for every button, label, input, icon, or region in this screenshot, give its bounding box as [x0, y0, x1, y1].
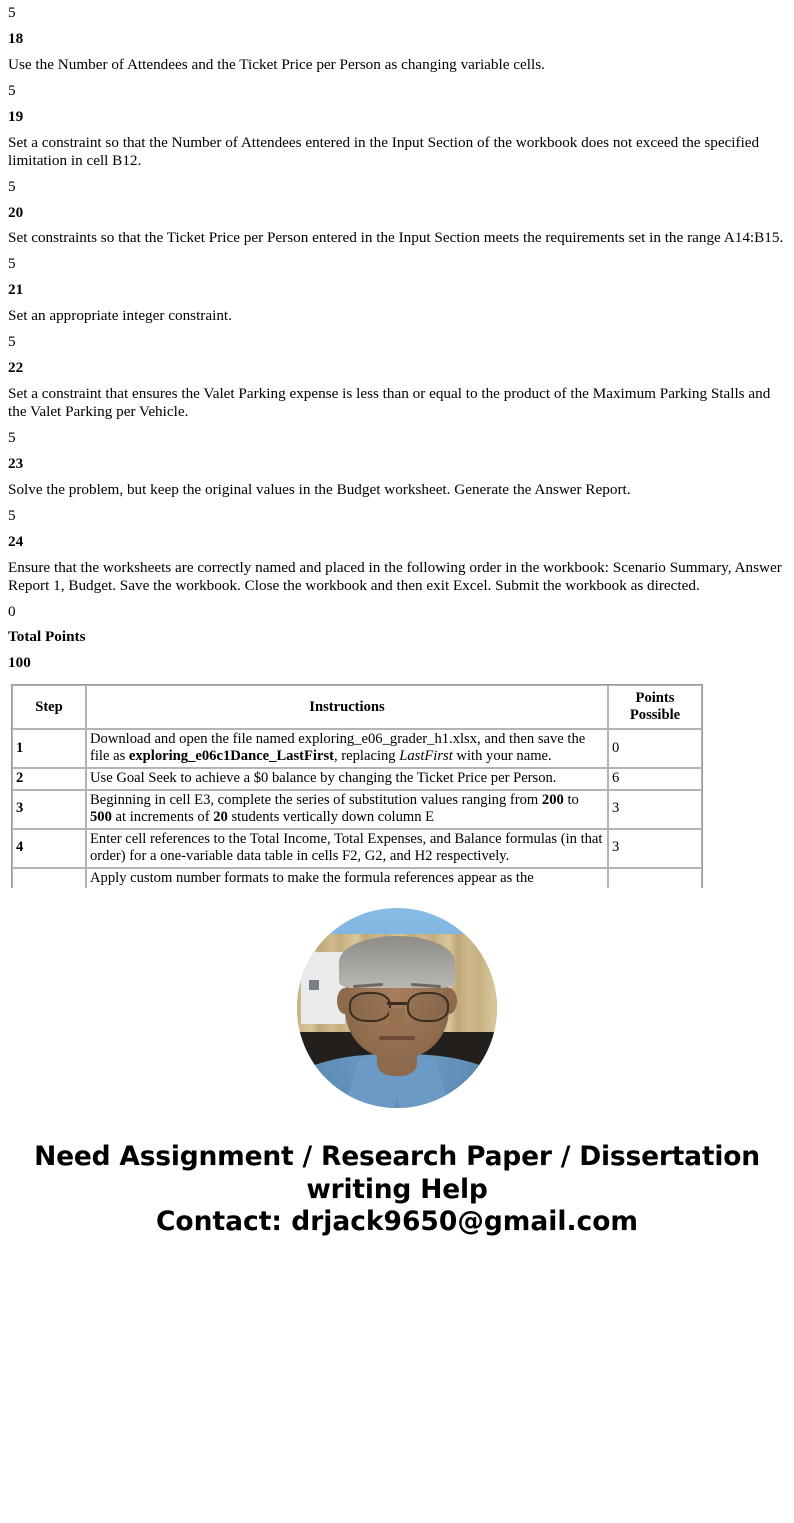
- step-number-heading: 19: [8, 107, 24, 125]
- step-number-heading: 22: [8, 359, 24, 377]
- avatar-zone: [0, 888, 794, 1113]
- grader-table: [11, 684, 703, 888]
- cell-instruction: Beginning in cell E3, complete the series of substitution values ranging from 200 to 500 at increments of 20 students vertically down column E: [86, 790, 608, 829]
- column-header-instructions: Instructions: [86, 685, 608, 729]
- step-points-value: 5: [8, 4, 16, 21]
- cell-points-possible: 6: [608, 768, 702, 790]
- trailing-points-value: 0: [8, 602, 16, 620]
- avatar: [297, 908, 497, 1108]
- table-row: [12, 790, 702, 829]
- step-points-value: 5: [8, 81, 16, 99]
- cell-instruction: Enter cell references to the Total Income, Total Expenses, and Balance formulas (in that order) for a one-variable data table in cells F2, G2, and H2 respectively.: [86, 829, 608, 868]
- step-points-value: 5: [8, 255, 16, 273]
- step-instruction-text: Set constraints so that the Ticket Price per Person entered in the Input Section meets the requirements set in the range A14:B15.: [8, 229, 784, 247]
- promo-line-2: writing Help: [306, 1173, 488, 1205]
- step-number-heading: 23: [8, 454, 24, 472]
- step-points-value: 5: [8, 506, 16, 524]
- table-header-row: [12, 685, 702, 729]
- cell-instruction: Download and open the file named exploring_e06_grader_h1.xlsx, and then save the file as exploring_e06c1Dance_LastFirst, replacing LastFirst with your name.: [86, 729, 608, 768]
- step-instruction-text: Set a constraint so that the Number of Attendees entered in the Input Section of the workbook does not exceed the specified limitation in cell B12.: [8, 133, 760, 169]
- cell-step-number: 3: [12, 790, 86, 829]
- cell-instruction: Use Goal Seek to achieve a $0 balance by changing the Ticket Price per Person.: [86, 768, 608, 790]
- step-points-value: 5: [8, 333, 16, 351]
- avatar-eyeglass-right: [407, 992, 449, 1022]
- step-number-heading: 24: [8, 532, 24, 550]
- total-points-value: 100: [8, 654, 31, 672]
- step-points-value: 5: [8, 428, 16, 446]
- step-number-heading: 20: [8, 203, 24, 221]
- promo-footer: [0, 1113, 794, 1256]
- avatar-mouth: [379, 1036, 415, 1040]
- cell-points-possible: 3: [608, 829, 702, 868]
- step-instruction-text: Use the Number of Attendees and the Ticket Price per Person as changing variable cells.: [8, 55, 545, 73]
- step-instruction-text: Solve the problem, but keep the original values in the Budget worksheet. Generate the Answer Report.: [8, 480, 631, 498]
- step-number-heading: 18: [8, 29, 24, 47]
- promo-line-3: Contact: drjack9650@gmail.com: [155, 1205, 639, 1237]
- steps-flow: [0, 0, 794, 676]
- cell-step-number: 2: [12, 768, 86, 790]
- table-row: [12, 729, 702, 768]
- avatar-eyeglass-bridge: [387, 1002, 407, 1005]
- cell-step-number: 4: [12, 829, 86, 868]
- cell-step-number: [12, 868, 86, 889]
- avatar-hair: [339, 936, 455, 988]
- table-row: [12, 868, 702, 889]
- step-number-heading: 21: [8, 281, 24, 299]
- step-points-value: 5: [8, 177, 16, 195]
- grader-table-wrapper: [0, 676, 794, 888]
- cell-points-possible: 3: [608, 790, 702, 829]
- step-instruction-text: Set an appropriate integer constraint.: [8, 307, 232, 325]
- cell-points-possible: [608, 868, 702, 889]
- column-header-points-possible: Points Possible: [608, 685, 702, 729]
- cell-instruction: Apply custom number formats to make the formula references appear as the: [86, 868, 608, 889]
- cell-points-possible: 0: [608, 729, 702, 768]
- promo-line-1: Need Assignment / Research Paper / Dissertation: [34, 1141, 760, 1173]
- avatar-eyeglass-left: [349, 992, 391, 1022]
- column-header-step: Step: [12, 685, 86, 729]
- table-row: [12, 829, 702, 868]
- cell-step-number: 1: [12, 729, 86, 768]
- total-points-label: Total Points: [8, 628, 86, 646]
- step-instruction-text: Set a constraint that ensures the Valet Parking expense is less than or equal to the product of the Maximum Parking Stalls and the Valet Parking per Vehicle.: [8, 385, 771, 420]
- step-instruction-text: Ensure that the worksheets are correctly named and placed in the following order in the workbook: Scenario Summary, Answer Report 1, Budget. Save the workbook. Close the workbook and then exit Excel. Submit the workbook as directed.: [8, 558, 782, 594]
- table-row: [12, 768, 702, 790]
- avatar-background-switch: [309, 980, 319, 990]
